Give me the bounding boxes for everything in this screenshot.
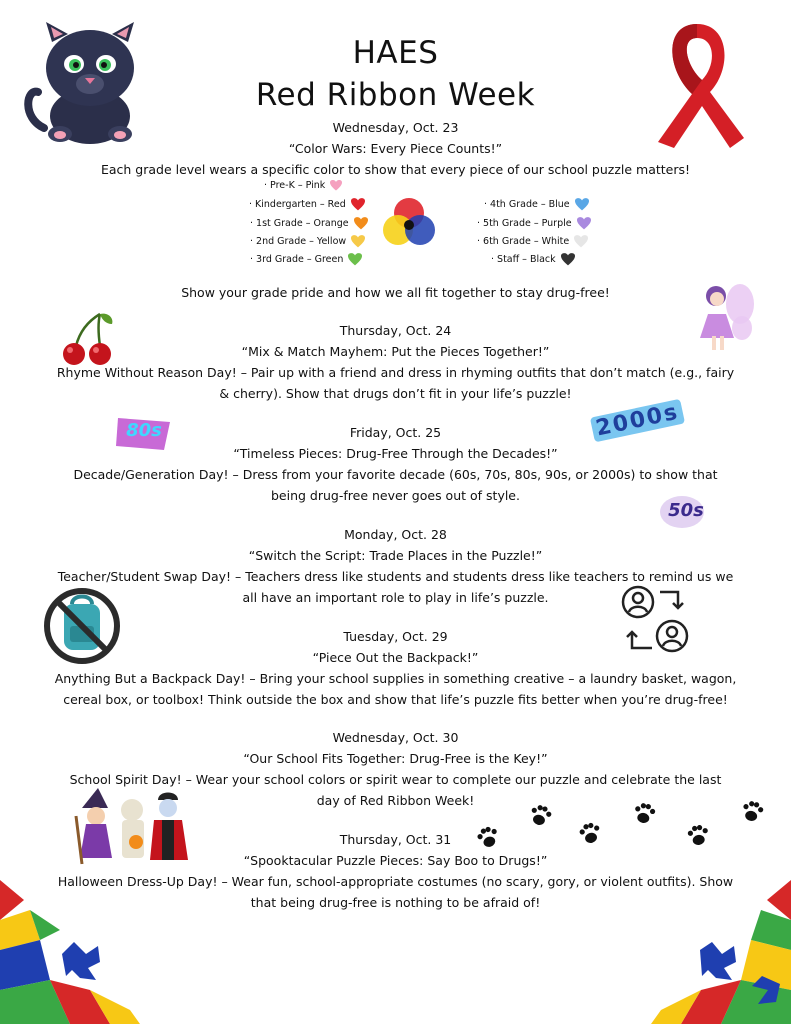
- day-description: day of Red Ribbon Week!: [316, 793, 475, 808]
- grade-label: · 1st Grade – Orange: [250, 218, 349, 229]
- day-description: Each grade level wears a specific color to show that every piece of our school puzzle matters!: [100, 162, 691, 177]
- day-theme: “Color Wars: Every Piece Counts!”: [288, 141, 503, 156]
- grade-item: [491, 253, 575, 266]
- grade-item: [264, 180, 342, 192]
- day-date: Tuesday, Oct. 29: [343, 629, 448, 644]
- day-theme: “Our School Fits Together: Drug-Free is the Key!”: [243, 751, 548, 766]
- purple-heart-icon: [577, 217, 591, 230]
- day-description: Halloween Dress-Up Day! – Wear fun, school-appropriate costumes (no scary, gory, or violent outfits). Show: [57, 874, 734, 889]
- day-date: Wednesday, Oct. 23: [332, 120, 459, 135]
- day-theme: “Piece Out the Backpack!”: [312, 650, 479, 665]
- grade-label: · Staff – Black: [491, 254, 556, 265]
- day-description: & cherry). Show that drugs don’t fit in your life’s puzzle!: [219, 386, 572, 401]
- day-description: all have an important role to play in life’s puzzle.: [242, 590, 549, 605]
- grade-item: [484, 198, 589, 211]
- day-theme: “Timeless Pieces: Drug-Free Through the Decades!”: [233, 446, 558, 461]
- event-title: Red Ribbon Week: [255, 77, 536, 113]
- day-theme: “Mix & Match Mayhem: Put the Pieces Together!”: [241, 344, 550, 359]
- grade-item: [250, 217, 368, 230]
- day-description: School Spirit Day! – Wear your school colors or spirit wear to complete our puzzle and celebrate the last: [69, 772, 722, 787]
- grade-label: · Kindergarten – Red: [249, 199, 346, 210]
- day-description: Teacher/Student Swap Day! – Teachers dress like students and students dress like teachers to remind us we: [57, 569, 734, 584]
- grade-item: [249, 198, 365, 211]
- day-date: Friday, Oct. 25: [349, 425, 442, 440]
- school-name: HAES: [352, 35, 439, 71]
- grade-label: · 2nd Grade – Yellow: [250, 236, 347, 247]
- grade-label: · 4th Grade – Blue: [484, 199, 570, 210]
- grade-label: · Pre-K – Pink: [264, 180, 326, 191]
- grade-item: [250, 235, 365, 248]
- green-heart-icon: [348, 253, 362, 266]
- white-heart-icon: [574, 235, 588, 248]
- grade-item: [250, 253, 362, 266]
- day-date: Monday, Oct. 28: [344, 527, 447, 542]
- color-wheel-image: [379, 195, 439, 249]
- two-thousands-sticker-label: 2000s: [590, 399, 685, 443]
- day-date: Wednesday, Oct. 30: [332, 730, 459, 745]
- day-date: Thursday, Oct. 31: [339, 832, 452, 847]
- grade-label: · 6th Grade – White: [477, 236, 570, 247]
- grade-label: · 3rd Grade – Green: [250, 254, 344, 265]
- blue-heart-icon: [575, 198, 589, 211]
- day-date: Thursday, Oct. 24: [339, 323, 452, 338]
- red-heart-icon: [351, 198, 365, 211]
- grade-label: · 5th Grade – Purple: [477, 218, 572, 229]
- day-description: cereal box, or toolbox! Think outside the box and show that life’s puzzle fits better when you’re drug-free!: [63, 692, 728, 707]
- eighties-sticker-label: 80s: [126, 420, 162, 441]
- day-theme: “Switch the Script: Trade Places in the Puzzle!”: [248, 548, 543, 563]
- day-description: being drug-free never goes out of style.: [271, 488, 520, 503]
- pink-heart-icon: [330, 180, 342, 191]
- day-closing: Show your grade pride and how we all fit together to stay drug-free!: [181, 285, 610, 300]
- orange-heart-icon: [354, 217, 368, 230]
- fifties-sticker-label: 50s: [668, 500, 704, 521]
- yellow-heart-icon: [351, 235, 365, 248]
- day-description: that being drug-free is nothing to be afraid of!: [250, 895, 541, 910]
- day-description: Anything But a Backpack Day! – Bring your school supplies in something creative – a laundry basket, wagon,: [54, 671, 737, 686]
- grade-item: [477, 235, 588, 248]
- day-description: Decade/Generation Day! – Dress from your favorite decade (60s, 70s, 80s, 90s, or 2000s) to show that: [73, 467, 718, 482]
- day-theme: “Spooktacular Puzzle Pieces: Say Boo to Drugs!”: [243, 853, 548, 868]
- day-description: Rhyme Without Reason Day! – Pair up with a friend and dress in rhyming outfits that don’t match (e.g., fairy: [56, 365, 735, 380]
- grade-item: [477, 217, 591, 230]
- black-heart-icon: [561, 253, 575, 266]
